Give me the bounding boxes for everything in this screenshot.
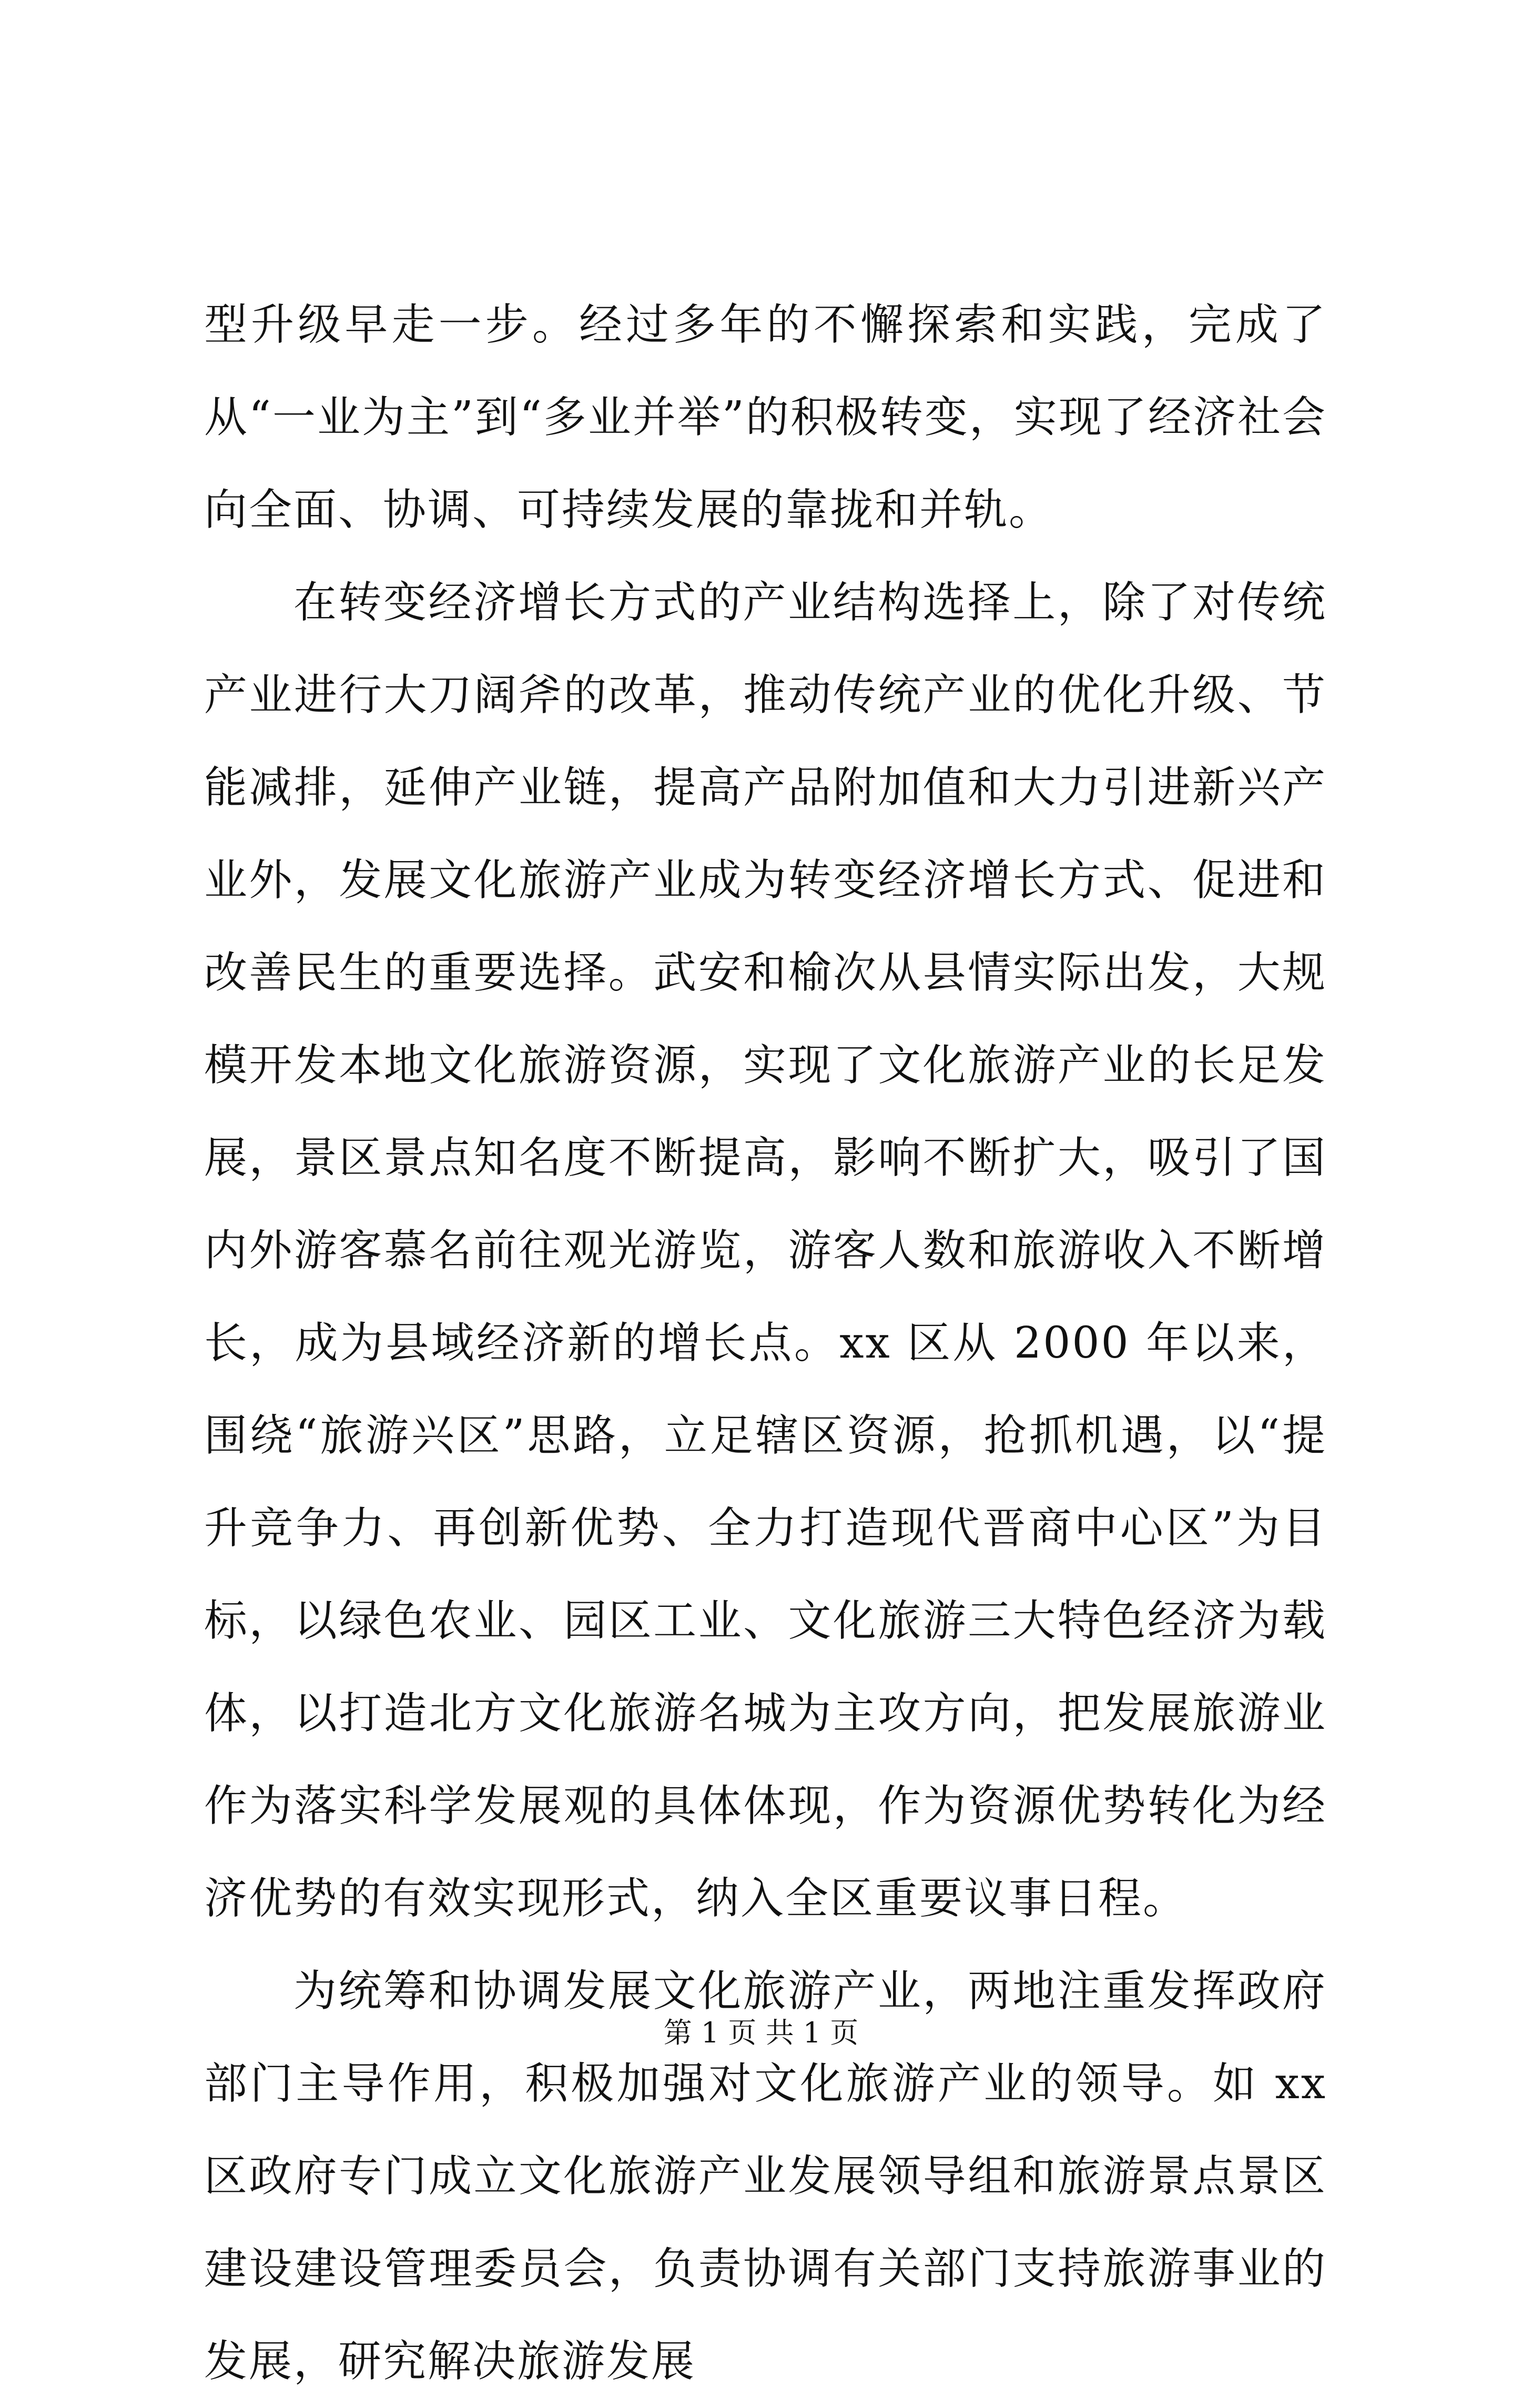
document-body — [204, 279, 1327, 2408]
paragraph-1: 型升级早走一步。经过多年的不懈探索和实践，完成了从“一业为主”到“多业并举”的积极转变，实现了经济社会向全面、协调、可持续发展的靠拢和并轨。 — [204, 300, 1327, 535]
page-footer: 第 1 页 共 1 页 — [663, 2016, 859, 2049]
paragraph-2: 在转变经济增长方式的产业结构选择上，除了对传统产业进行大刀阔斧的改革，推动传统产业的优化升级、节能减排，延伸产业链，提高产品附加值和大力引进新兴产业外，发展文化旅游产业成为转变经济增长方式、促进和改善民生的重要选择。武安和榆次从县情实际出发，大规模开发本地文化旅游资源，实现了文化旅游产业的长足发展，景区景点知名度不断提高，影响不断扩大，吸引了国内外游客慕名前往观光游览，游客人数和旅游收入不断增长，成为县域经济新的增长点。xx 区从 2000 年以来，围绕“旅游兴区”思路，立足辖区资源，抢抓机遇，以“提升竞争力、再创新优势、全力打造现代晋商中心区”为目标，以绿色农业、园区工业、文化旅游三大特色经济为载体，以打造北方文化旅游名城为主攻方向，把发展旅游业作为落实科学发展观的具体体现，作为资源优势转化为经济优势的有效实现形式，纳入全区重要议事日程。 — [204, 578, 1327, 1924]
paragraph-3: 为统筹和协调发展文化旅游产业，两地注重发挥政府部门主导作用，积极加强对文化旅游产业的领导。如 xx 区政府专门成立文化旅游产业发展领导组和旅游景点景区建设建设管理委员会，负责协调有关部门支持旅游事业的发展，研究解决旅游发展 — [204, 1966, 1327, 2386]
